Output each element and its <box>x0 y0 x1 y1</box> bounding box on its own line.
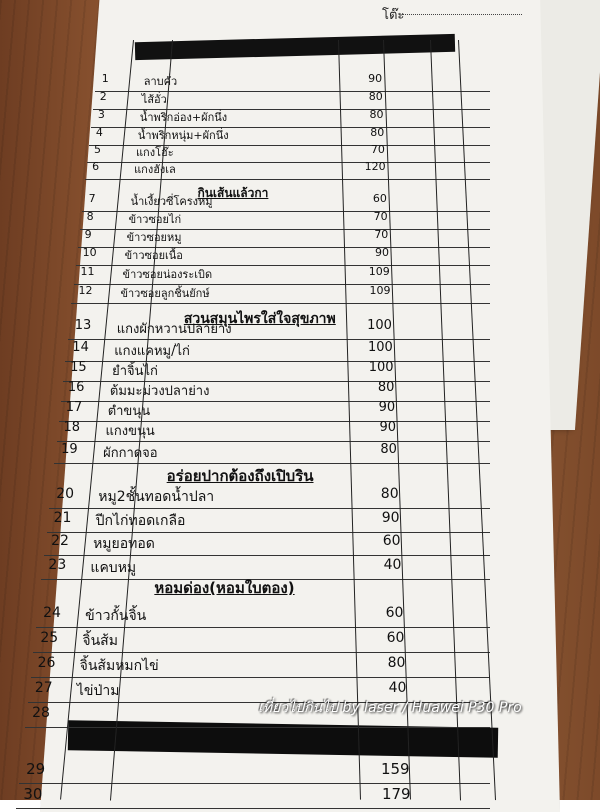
menu-item-price: 40 <box>383 557 402 573</box>
menu-item-price: 80 <box>387 655 406 671</box>
row-divider <box>44 555 490 556</box>
row-divider <box>33 652 490 653</box>
menu-item-row <box>0 655 600 679</box>
menu-item-name: ปีกไก่ทอดเกลือ <box>95 513 186 529</box>
menu-item-price: 70 <box>373 210 388 223</box>
section-title: อร่อยปากต้องถึงเปิบริน <box>166 467 314 485</box>
menu-item-number: 17 <box>65 400 83 415</box>
menu-item-number: 9 <box>84 228 92 241</box>
menu-item-price: 100 <box>367 318 392 333</box>
menu-item-number: 13 <box>74 318 92 333</box>
menu-item-price: 120 <box>364 160 386 173</box>
menu-item-row <box>0 533 600 557</box>
menu-item-price: 80 <box>368 90 383 103</box>
menu-item-price: 60 <box>382 533 401 549</box>
menu-item-price: 60 <box>372 192 387 205</box>
menu-item-number: 20 <box>56 486 75 502</box>
menu-item-row <box>0 284 600 308</box>
menu-item-price: 80 <box>377 380 395 395</box>
row-divider <box>36 627 490 628</box>
menu-item-number: 10 <box>82 246 97 259</box>
table-number-label: โต๊ะ <box>382 8 405 23</box>
menu-item-number: 11 <box>80 265 95 278</box>
row-divider <box>19 783 490 784</box>
menu-item-row <box>0 510 600 534</box>
row-divider <box>16 808 490 809</box>
menu-item-number: 16 <box>67 380 85 395</box>
menu-item-price: 70 <box>370 143 385 156</box>
menu-item-number: 1 <box>101 72 109 85</box>
menu-item-name: ตำขนุน <box>107 404 151 419</box>
menu-item-number: 8 <box>86 210 94 223</box>
menu-item-number: 6 <box>92 160 100 173</box>
menu-item-name: น้ำพริกหนุ่ม+ผักนึ่ง <box>137 129 229 142</box>
menu-item-name: ข้าวกั้นจิ้น <box>85 608 147 624</box>
menu-item-number: 22 <box>51 533 69 549</box>
menu-item-row <box>0 785 600 809</box>
menu-item-name: ไส้อั่ว <box>141 93 167 106</box>
menu-item-name: ข้าวซอยลูกชิ้นยักษ์ <box>120 287 210 300</box>
menu-item-price: 90 <box>375 246 390 259</box>
menu-item-number: 7 <box>88 192 96 205</box>
menu-item-name: ไข่ป่าม <box>76 683 120 699</box>
row-divider <box>25 727 490 728</box>
menu-item-price: 80 <box>380 486 399 502</box>
menu-item-name: น้ำพริกอ่อง+ผักนึ่ง <box>139 111 228 124</box>
menu-item-name: หมู2ชั้นทอดน้ำปลา <box>98 489 215 505</box>
menu-item-price: 80 <box>370 126 385 139</box>
menu-item-number: 21 <box>53 510 72 526</box>
menu-item-row <box>0 760 600 784</box>
menu-item-name: แกงโฮ๊ะ <box>135 146 174 159</box>
menu-item-price: 109 <box>369 284 391 297</box>
menu-item-number: 19 <box>61 442 78 457</box>
menu-item-number: 24 <box>43 605 61 621</box>
menu-item-name: ยำจิ้นไก่ <box>112 364 158 379</box>
menu-item-number: 12 <box>78 284 93 297</box>
menu-item-price: 159 <box>380 760 410 778</box>
section-title: กินเส้นแล้วกา <box>197 186 269 200</box>
row-divider <box>71 303 490 304</box>
row-divider <box>49 508 490 509</box>
menu-item-row <box>0 605 600 629</box>
menu-item-price: 100 <box>367 340 393 355</box>
menu-item-number: 14 <box>72 340 89 355</box>
menu-item-row <box>0 557 600 581</box>
menu-item-number: 18 <box>63 420 81 435</box>
menu-item-number: 2 <box>99 90 107 103</box>
menu-item-row <box>0 630 600 654</box>
menu-item-number: 26 <box>37 655 56 671</box>
menu-item-name: ข้าวซอยหมู <box>126 231 182 244</box>
menu-item-name: แกงผักหวานปลาย่าง <box>116 322 232 337</box>
menu-item-number: 29 <box>26 760 46 778</box>
menu-item-row <box>0 160 600 184</box>
menu-item-name: แกงขนุน <box>105 424 155 439</box>
menu-item-name: ข้าวซอยน่องระเบิด <box>122 268 213 281</box>
menu-item-name: แคบหมู <box>90 560 137 576</box>
menu-item-price: 90 <box>379 420 396 435</box>
menu-item-name: หมูยอทอด <box>93 536 155 552</box>
menu-item-number: 25 <box>40 630 59 646</box>
menu-item-price: 70 <box>374 228 389 241</box>
menu-item-name: แกงฮังเล <box>134 163 176 176</box>
menu-item-price: 90 <box>381 510 400 526</box>
menu-item-name: จิ้นส้ม <box>82 633 118 649</box>
menu-item-number: 28 <box>32 705 50 721</box>
menu-item-name: ผักกาดจอ <box>103 446 158 461</box>
menu-item-name: จิ้นส้มหมกไข่ <box>79 658 159 674</box>
photo-watermark: เที่ยวไปกินไป by laser / Huawei P30 Pro <box>258 700 522 716</box>
menu-item-price: 80 <box>380 442 397 457</box>
menu-item-name: ข้าวซอยไก่ <box>128 213 182 226</box>
menu-item-name: น้ำเงี้ยวซี่โครงหมู <box>130 195 213 208</box>
section-title: หอมด่อง(หอมใบตอง) <box>154 579 295 597</box>
menu-item-name: แกงแคหมู/ไก่ <box>114 344 190 359</box>
menu-item-price: 90 <box>378 400 396 415</box>
menu-item-number: 5 <box>93 143 101 156</box>
menu-item-number: 30 <box>23 785 43 803</box>
menu-item-number: 3 <box>97 108 105 121</box>
menu-item-number: 23 <box>48 557 67 573</box>
menu-item-number: 27 <box>34 680 53 696</box>
menu-item-price: 179 <box>381 785 411 803</box>
menu-item-name: ข้าวซอยเนื้อ <box>124 249 183 262</box>
row-divider <box>31 677 490 678</box>
menu-item-price: 109 <box>368 265 390 278</box>
menu-item-price: 60 <box>385 605 404 621</box>
section-title: สวนสมุนไพรใส่ใจสุขภาพ <box>183 311 336 327</box>
menu-item-name: ต้มมะม่วงปลาย่าง <box>109 384 210 399</box>
menu-item-price: 90 <box>368 72 383 85</box>
menu-top-black-band <box>135 34 455 60</box>
menu-item-price: 80 <box>369 108 384 121</box>
menu-item-price: 100 <box>368 360 394 375</box>
row-divider <box>85 179 490 180</box>
menu-item-price: 40 <box>388 680 407 696</box>
menu-item-number: 4 <box>95 126 103 139</box>
menu-item-number: 15 <box>70 360 87 375</box>
menu-item-price: 60 <box>386 630 405 646</box>
menu-item-name: ลาบคั่ว <box>143 75 178 88</box>
